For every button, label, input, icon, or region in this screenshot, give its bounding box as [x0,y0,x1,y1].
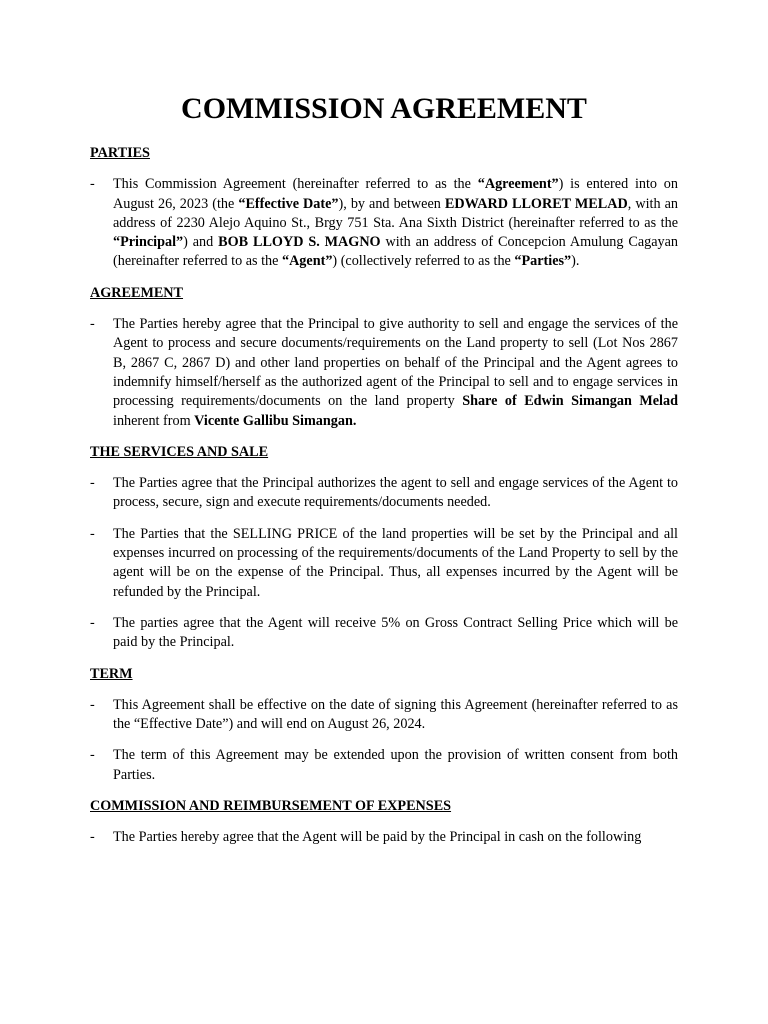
bold-share-name: Share of Edwin Simangan Melad [462,393,678,410]
bullet-dash: - [90,747,95,764]
text-run: The Parties hereby agree that the Principal to give authority to sell and engage the services of the Agent to process and secure documents/requirements on the Land property to sell (Lot Nos 2867 B, 2867 C, 2867 D) and other land properties on behalf of the Principal and the Agent agrees to indemnify himself/herself as the authorized agent of the Principal to sell and to engage services in processing requirements/documents on the land property [113,316,678,410]
bullet-dash: - [90,316,95,333]
section-heading-term: TERM [90,665,133,682]
document-body [90,144,678,848]
bullet-dash: - [90,475,95,492]
text-run: ) (collectively referred to as the [332,253,515,270]
text-run: The term of this Agreement may be extended upon the provision of written consent from both Parties. [113,747,678,783]
services-paragraph-2 [90,525,678,602]
text-run: ) is entered into on August 26, 2023 (the [113,176,678,212]
bold-inherent-name: Vicente Gallibu Simangan. [194,412,357,429]
bullet-dash: - [90,829,95,846]
bold-term-effective-date: “Effective Date” [238,195,339,212]
text-run: ) and [183,234,219,251]
agreement-paragraph [90,315,678,431]
bold-term-principal: “Principal” [113,234,184,251]
bold-term-agreement: “Agreement” [477,176,559,193]
bullet-dash: - [90,696,95,713]
text-run: The Parties hereby agree that the Agent will be paid by the Principal in cash on the following [113,829,642,846]
section-heading-services: THE SERVICES AND SALE [90,443,269,460]
text-run: with an address of Concepcion Amulung Cagayan (hereinafter referred to as the [113,234,678,270]
text-run: ). [571,253,580,270]
section-heading-commission: COMMISSION AND REIMBURSEMENT OF EXPENSES [90,798,452,815]
services-paragraph-3 [90,614,678,653]
bold-term-parties: “Parties” [514,253,572,270]
text-run: The Parties that the SELLING PRICE of the land properties will be set by the Principal and all expenses incurred on processing of the requirements/documents of the Land Property to sell by the agent will be on the expense of the Principal. Thus, all expenses incurred by the Agent will be refunded by the Principal. [113,525,678,600]
services-paragraph-1 [90,474,678,513]
text-run: This Agreement shall be effective on the date of signing this Agreement (hereinafter referred to as the “Effective Date”) and will end on August 26, 2024. [113,696,678,733]
text-run: This Commission Agreement (hereinafter referred to as the [113,176,478,193]
bullet-dash: - [90,176,95,193]
bold-principal-name: EDWARD LLORET MELAD [444,195,628,212]
parties-paragraph [90,175,678,271]
section-heading-agreement: AGREEMENT [90,284,184,301]
text-run: The Parties agree that the Principal authorizes the agent to sell and engage services of the Agent to process, secure, sign and execute requirements/documents needed. [113,475,678,511]
bold-term-agent: “Agent” [281,253,333,270]
commission-paragraph-1 [90,828,678,847]
text-run: inherent from [113,412,195,429]
bullet-dash: - [90,614,95,631]
text-run: ), by and between [338,195,445,212]
document-title: COMMISSION AGREEMENT [181,92,587,125]
term-paragraph-1 [90,696,678,735]
bold-agent-name: BOB LLOYD S. MAGNO [218,234,381,251]
text-run: , with an address of 2230 Alejo Aquino St., Brgy 751 Sta. Ana Sixth District (hereinafter referred to as the [113,195,678,231]
text-run: The parties agree that the Agent will receive 5% on Gross Contract Selling Price which will be paid by the Principal. [113,614,678,651]
section-heading-parties: PARTIES [90,145,150,161]
bullet-dash: - [90,525,95,542]
term-paragraph-2 [90,746,678,785]
